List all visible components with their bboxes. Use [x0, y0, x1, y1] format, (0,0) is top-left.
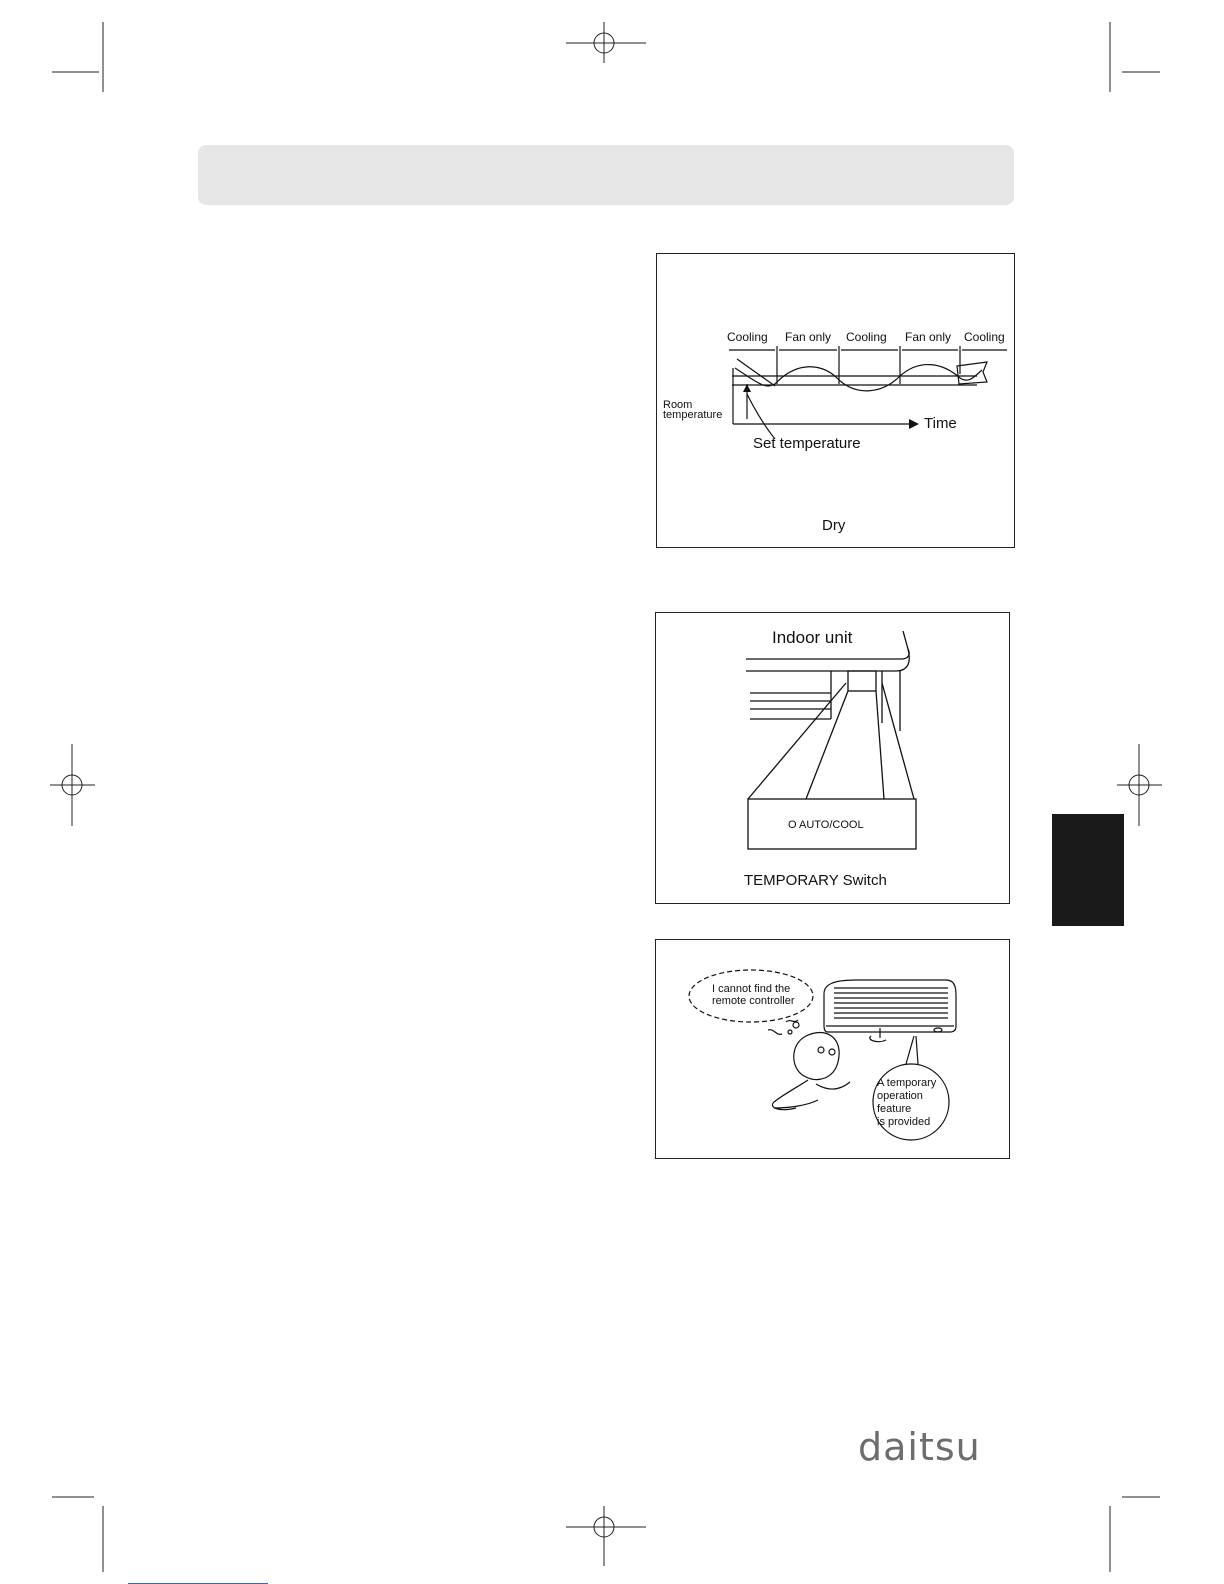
temporary-switch-diagram — [655, 612, 1010, 904]
phase-label: Fan only — [905, 330, 952, 344]
indoor-unit-label: Indoor unit — [772, 628, 853, 647]
phase-label: Fan only — [785, 330, 832, 344]
phase-label: Cooling — [964, 330, 1005, 344]
temporary-operation-illustration — [655, 939, 1010, 1159]
set-temperature-label: Set temperature — [753, 435, 861, 452]
callout-text: is provided — [877, 1116, 931, 1128]
figure-caption: Dry — [822, 517, 846, 534]
section-header-bar — [198, 145, 1014, 205]
room-temperature-label: Room — [663, 399, 693, 411]
time-axis-label: Time — [924, 415, 957, 432]
thought-bubble-text: I cannot find the — [712, 983, 791, 995]
callout-text: A temporary — [877, 1077, 937, 1089]
figure-caption: TEMPORARY Switch — [744, 872, 887, 889]
side-section-tab — [1052, 814, 1124, 926]
dry-mode-diagram — [656, 253, 1015, 548]
callout-text: feature — [877, 1103, 912, 1115]
dry-mode-graph — [657, 254, 1016, 549]
indoor-unit-illustration — [656, 613, 1011, 905]
daitsu-logo: daitsu — [858, 1425, 981, 1469]
callout-text: operation — [877, 1090, 923, 1102]
auto-cool-switch-label: O AUTO/COOL — [788, 819, 864, 831]
thought-bubble-text: remote controller — [712, 995, 795, 1007]
room-temperature-label: temperature — [663, 409, 723, 421]
phase-label: Cooling — [727, 330, 768, 344]
phase-label: Cooling — [846, 330, 887, 344]
person-and-air-conditioner-illustration — [656, 940, 1011, 1160]
